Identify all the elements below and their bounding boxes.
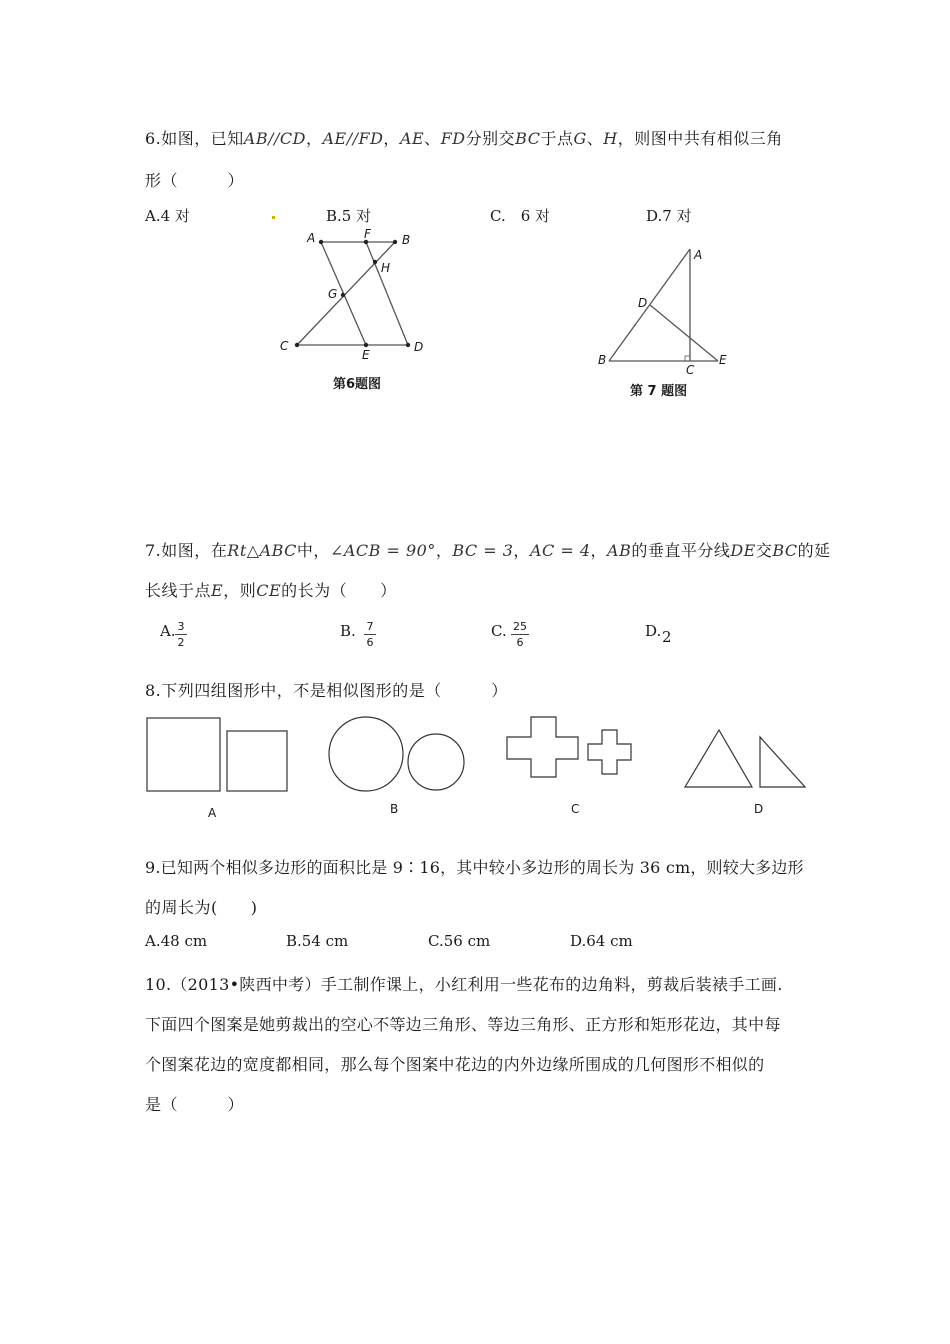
- q9-line1: 9.已知两个相似多边形的面积比是 9∶16，其中较小多边形的周长为 36 cm，则较大多边形: [145, 858, 804, 877]
- q9-option-a: A.48 cm: [145, 932, 208, 950]
- shape-d-right-triangle: [760, 737, 805, 787]
- q10-line1: 10.（2013•陕西中考）手工制作课上，小红利用一些花布的边角料，剪裁后装裱手工画.: [145, 975, 783, 994]
- shape-a-small-square: [227, 731, 287, 791]
- q6-number: 6.: [145, 129, 162, 148]
- q9-option-b: B.54 cm: [286, 932, 349, 950]
- q9-line2: 的周长为( ): [145, 898, 258, 917]
- q7-option-a-label: A.: [160, 622, 176, 640]
- fig7-point-e: E: [719, 353, 727, 367]
- q7-line2: 长线于点E，则CE的长为（ ）: [145, 581, 397, 600]
- shape-c-large-cross: [507, 717, 578, 777]
- shape-b-small-circle: [408, 734, 464, 790]
- q7-line1: 7.如图，在Rt△ABC中，∠ACB = 90°，BC = 3，AC = 4，AB的垂直平分线DE交BC的延: [145, 541, 831, 560]
- q7-number: 7.: [145, 541, 162, 560]
- shape-c-small-cross: [588, 730, 631, 774]
- fig7-point-b: B: [598, 353, 607, 367]
- q10-line3: 个图案花边的宽度都相同，那么每个图案中花边的内外边缘所围成的几何图形不相似的: [145, 1055, 765, 1074]
- q6-option-a: A.4 对: [145, 207, 190, 225]
- fig6-point-b: B: [402, 233, 411, 247]
- q10-line4: 是（ ）: [145, 1095, 245, 1114]
- q7-option-b-fraction: 7 6: [364, 620, 376, 649]
- fig6-point-h: H: [381, 261, 391, 275]
- q8-text: 8.下列四组图形中，不是相似图形的是（ ）: [145, 681, 508, 700]
- shape-a-large-square: [147, 718, 220, 791]
- fig7-point-c: C: [686, 363, 695, 377]
- fig7-caption: 第 7 题图: [630, 384, 688, 399]
- q7-option-b-label: B.: [340, 622, 356, 640]
- q6-option-b: B.5 对: [326, 207, 372, 225]
- shape-b-large-circle: [329, 717, 403, 791]
- q8-label-b: B: [390, 802, 399, 816]
- q7-option-d-value: 2: [662, 628, 672, 646]
- q6-option-c: C. 6 对: [490, 207, 551, 225]
- q7-option-c-label: C.: [491, 622, 507, 640]
- fig6-point-c: C: [280, 339, 289, 353]
- fig6-caption: 第6题图: [333, 377, 382, 392]
- q7-option-a-fraction: 3 2: [175, 620, 187, 649]
- q9-option-d: D.64 cm: [570, 932, 633, 950]
- q10-line2: 下面四个图案是她剪裁出的空心不等边三角形、等边三角形、正方形和矩形花边，其中每: [145, 1015, 781, 1034]
- q8-label-a: A: [208, 806, 217, 820]
- q8-label-d: D: [754, 802, 764, 816]
- fig6-point-f: F: [364, 227, 371, 241]
- q7-option-d-label: D.: [645, 622, 662, 640]
- q7-option-c-fraction: 25 6: [513, 620, 527, 649]
- fig7-point-d: D: [638, 296, 648, 310]
- q9-option-c: C.56 cm: [428, 932, 491, 950]
- shape-d-triangle: [685, 730, 752, 787]
- fig6-point-a: A: [307, 231, 316, 245]
- fig7-point-a: A: [694, 248, 703, 262]
- q6-line1: 6.如图，已知AB//CD，AE//FD，AE、FD分别交BC于点G、H，则图中共有相似三角: [145, 129, 783, 148]
- fig6-point-e: E: [362, 348, 370, 362]
- q8-label-c: C: [571, 802, 580, 816]
- q6-line2: 形（ ）: [145, 171, 245, 190]
- fig6-point-g: G: [328, 287, 338, 301]
- fig6-point-d: D: [414, 340, 424, 354]
- q6-option-d: D.7 对: [646, 207, 692, 225]
